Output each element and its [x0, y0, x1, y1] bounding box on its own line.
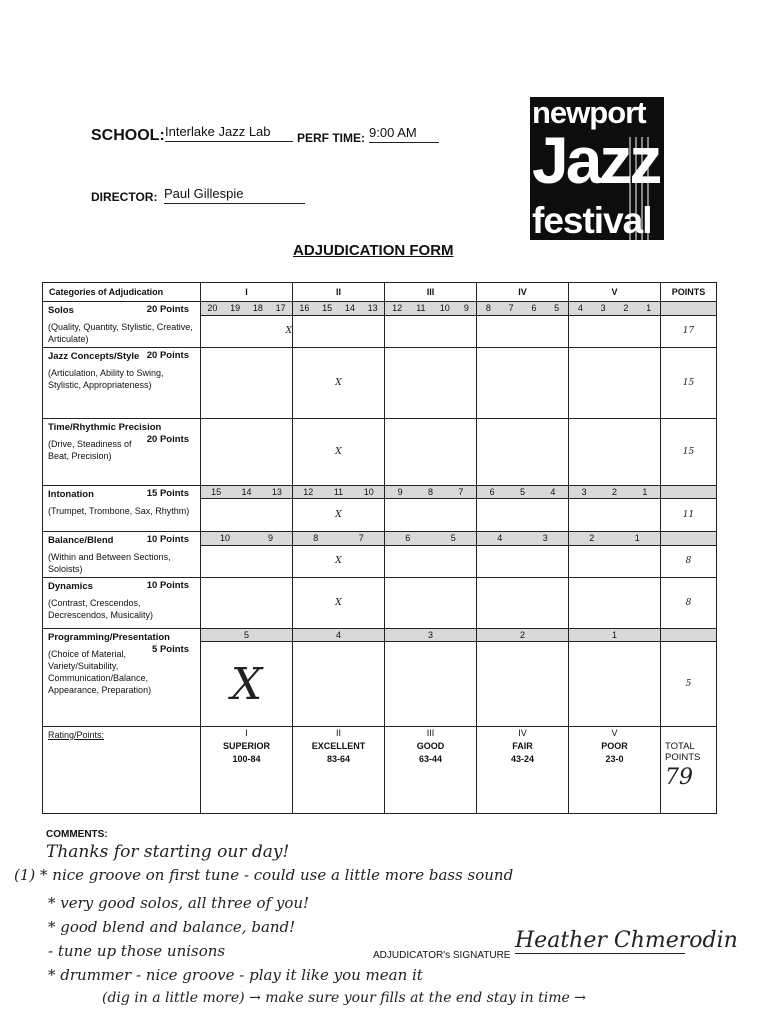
level-header: II: [293, 283, 385, 302]
total-points-value: 79: [665, 765, 693, 790]
adjudication-table: [42, 282, 717, 814]
category-desc: (Quality, Quantity, Stylistic, Creative, Articulate): [48, 322, 193, 344]
mark-cell[interactable]: [385, 419, 477, 486]
scale-cell: [477, 629, 569, 642]
rating-range: 83-64: [326, 754, 351, 764]
total-points-cell: [661, 727, 717, 814]
category-desc: (Within and Between Sections, Soloists): [48, 552, 171, 574]
comment-line: * drummer - nice groove - play it like you mean it: [48, 966, 423, 984]
points-value: 17: [661, 315, 717, 347]
mark-cell[interactable]: [293, 578, 385, 629]
mark-cell[interactable]: [477, 348, 569, 419]
mark-cell[interactable]: [569, 578, 661, 629]
comment-line: Thanks for starting our day!: [46, 842, 290, 862]
category-desc: (Contrast, Crescendos, Decrescendos, Musicality): [48, 598, 154, 620]
x-mark: X: [335, 378, 342, 388]
scale-value: 2: [623, 303, 629, 314]
perf-time-field: 9:00 AM: [369, 125, 439, 143]
category-name: Time/Rhythmic Precision: [48, 422, 162, 433]
scale-cell: [201, 486, 293, 499]
points-value: 8: [661, 545, 717, 577]
total-points-label: TOTAL POINTS: [665, 741, 701, 763]
comment-line: (1) * nice groove on first tune - could use a little more bass sound: [14, 866, 514, 884]
scale-value: 4: [335, 630, 341, 640]
logo-line-2: Jazz: [532, 123, 660, 197]
rating-num: III: [426, 728, 435, 738]
rating-name: FAIR: [512, 741, 533, 751]
x-mark: X: [335, 556, 342, 567]
category-cell: [43, 486, 201, 532]
category-name: Intonation: [48, 489, 94, 500]
rating-name: EXCELLENT: [311, 741, 366, 751]
scale-value: 12: [303, 487, 314, 497]
scale-value: 4: [577, 303, 583, 314]
rating-label-cell: [43, 727, 201, 814]
scale-value: 8: [485, 303, 491, 314]
category-desc: (Articulation, Ability to Swing, Stylistic, Appropriateness): [48, 368, 164, 390]
scale-value: 10: [219, 533, 230, 544]
x-mark: X: [285, 326, 292, 337]
scale-value: 4: [550, 487, 556, 497]
rating-cell: [201, 727, 293, 814]
mark-cell[interactable]: [569, 545, 661, 577]
category-cell: [43, 348, 201, 419]
points-header: POINTS: [661, 283, 717, 302]
mark-cell[interactable]: [293, 545, 385, 577]
scale-value: 11: [333, 487, 344, 497]
scale-value: 7: [508, 303, 514, 314]
scale-value: 11: [416, 303, 426, 314]
level-header: I: [201, 283, 293, 302]
scale-value: 16: [299, 303, 310, 314]
form-title: ADJUDICATION FORM: [293, 242, 454, 259]
scale-value: 20: [207, 303, 218, 314]
rating-num: V: [611, 728, 618, 738]
category-desc: (Trumpet, Trombone, Sax, Rhythm): [48, 506, 190, 516]
scale-cell: [477, 302, 569, 316]
x-mark: X: [335, 510, 342, 520]
adjudicator-signature: Heather Chmerodin: [515, 928, 738, 953]
rating-num: IV: [518, 728, 527, 738]
rating-cell: [569, 727, 661, 814]
rating-name: POOR: [601, 741, 628, 751]
scale-cell: [385, 486, 477, 499]
points-shade-cell: [661, 302, 717, 316]
level-header: IV: [477, 283, 569, 302]
scale-cell: [569, 302, 661, 316]
scale-value: 3: [600, 303, 606, 314]
mark-cell[interactable]: [569, 315, 661, 347]
x-mark: X: [335, 598, 342, 608]
scale-value: 4: [497, 533, 503, 544]
points-value: 15: [661, 419, 717, 486]
category-cell: [43, 532, 201, 578]
scale-cell: [201, 302, 293, 316]
category-max: 10 Points: [146, 580, 189, 591]
mark-cell[interactable]: [201, 578, 293, 629]
rating-range: 100-84: [232, 754, 261, 764]
perf-time-label: PERF TIME:: [297, 131, 365, 145]
scale-cell: [569, 629, 661, 642]
x-mark: X: [230, 658, 263, 710]
scale-value: 9: [463, 303, 469, 314]
level-header: III: [385, 283, 477, 302]
scale-value: 13: [271, 487, 282, 497]
scale-value: 5: [450, 533, 456, 544]
category-name: Solos: [48, 305, 74, 316]
points-value: 15: [661, 348, 717, 419]
category-cell: [43, 419, 201, 486]
mark-cell[interactable]: [477, 545, 569, 577]
scale-value: 17: [275, 303, 286, 314]
scale-value: 15: [322, 303, 333, 314]
points-shade-cell: [661, 486, 717, 499]
mark-cell[interactable]: [201, 499, 293, 532]
scale-value: 3: [427, 630, 433, 640]
mark-cell[interactable]: [293, 642, 385, 727]
school-label: SCHOOL:: [91, 127, 165, 144]
mark-cell[interactable]: [385, 578, 477, 629]
rating-cell: [385, 727, 477, 814]
rating-num: I: [245, 728, 248, 738]
x-mark: X: [335, 447, 342, 457]
category-max: 5 Points: [152, 644, 189, 655]
category-name: Dynamics: [48, 581, 93, 592]
mark-cell[interactable]: [385, 545, 477, 577]
points-shade-cell: [661, 532, 717, 546]
mark-cell[interactable]: [385, 499, 477, 532]
category-header: Categories of Adjudication: [43, 283, 201, 302]
school-field: Interlake Jazz Lab: [165, 124, 293, 142]
mark-cell[interactable]: [201, 545, 293, 577]
scale-value: 8: [427, 487, 433, 497]
rating-cell: [477, 727, 569, 814]
rating-range: 43-24: [510, 754, 535, 764]
scale-value: 19: [230, 303, 241, 314]
scale-value: 5: [243, 630, 249, 640]
comment-line: * good blend and balance, band!: [48, 918, 296, 936]
scale-value: 3: [581, 487, 587, 497]
category-max: 15 Points: [146, 488, 189, 499]
scale-cell: [293, 532, 385, 546]
scale-value: 7: [358, 533, 364, 544]
director-field: Paul Gillespie: [164, 186, 305, 204]
scale-cell: [477, 486, 569, 499]
mark-cell[interactable]: [293, 348, 385, 419]
level-header: V: [569, 283, 661, 302]
category-max: 20 Points: [146, 434, 189, 445]
mark-cell[interactable]: [201, 642, 293, 727]
director-label: DIRECTOR:: [91, 190, 158, 204]
category-max: 20 Points: [146, 304, 189, 315]
category-name: Jazz Concepts/Style: [48, 351, 140, 362]
scale-value: 1: [634, 533, 640, 544]
mark-cell[interactable]: [293, 419, 385, 486]
scale-value: 5: [554, 303, 560, 314]
scale-cell: [385, 302, 477, 316]
festival-logo: [530, 97, 664, 240]
comment-line: (dig in a little more) → make sure your fills at the end stay in time →: [102, 990, 586, 1006]
points-value: 11: [661, 499, 717, 532]
mark-cell[interactable]: [385, 348, 477, 419]
scale-cell: [385, 532, 477, 546]
category-desc: (Drive, Steadiness of Beat, Precision): [48, 439, 132, 461]
category-cell: [43, 302, 201, 348]
signature-label: ADJUDICATOR's SIGNATURE: [373, 950, 511, 961]
scale-cell: [293, 302, 385, 316]
rating-name: SUPERIOR: [222, 741, 270, 751]
scale-value: 6: [531, 303, 537, 314]
points-value: 8: [661, 578, 717, 629]
scale-value: 1: [646, 303, 652, 314]
mark-cell[interactable]: [569, 348, 661, 419]
mark-cell[interactable]: [201, 348, 293, 419]
mark-cell[interactable]: [385, 315, 477, 347]
scale-value: 8: [313, 533, 319, 544]
scale-value: 3: [542, 533, 548, 544]
category-desc: (Choice of Material, Variety/Suitability, Communication/Balance, Appearance, Preparation): [48, 649, 152, 695]
mark-cell[interactable]: [293, 499, 385, 532]
mark-cell[interactable]: [385, 642, 477, 727]
scale-cell: [293, 486, 385, 499]
points-value: 5: [661, 642, 717, 727]
scale-value: 1: [611, 630, 617, 640]
scale-cell: [201, 532, 293, 546]
mark-cell[interactable]: [477, 642, 569, 727]
scale-value: 1: [642, 487, 648, 497]
scale-value: 2: [519, 630, 525, 640]
rating-name: GOOD: [416, 741, 445, 751]
scale-cell: [569, 532, 661, 546]
mark-cell[interactable]: [569, 499, 661, 532]
rating-range: 23-0: [605, 754, 624, 764]
comments-label: COMMENTS:: [46, 829, 108, 840]
scale-value: 2: [611, 487, 617, 497]
category-name: Programming/Presentation: [48, 632, 170, 643]
scale-value: 7: [458, 487, 464, 497]
scale-value: 12: [392, 303, 403, 314]
mark-cell[interactable]: [477, 499, 569, 532]
mark-cell[interactable]: [201, 315, 293, 347]
comment-line: * very good solos, all three of you!: [48, 894, 310, 912]
logo-line-1: newport: [532, 97, 646, 130]
scale-value: 6: [489, 487, 495, 497]
scale-value: 13: [367, 303, 378, 314]
rating-label: Rating/Points:: [48, 730, 105, 740]
scale-value: 18: [252, 303, 263, 314]
scale-value: 14: [241, 487, 252, 497]
category-cell: [43, 578, 201, 629]
comment-line: - tune up those unisons: [48, 942, 226, 960]
mark-cell[interactable]: [293, 315, 385, 347]
scale-cell: [293, 629, 385, 642]
rating-cell: [293, 727, 385, 814]
rating-range: 63-44: [418, 754, 443, 764]
scale-value: 15: [211, 487, 222, 497]
mark-cell[interactable]: [477, 419, 569, 486]
mark-cell[interactable]: [477, 315, 569, 347]
scale-value: 9: [397, 487, 403, 497]
scale-cell: [201, 629, 293, 642]
scale-value: 10: [439, 303, 450, 314]
category-max: 10 Points: [146, 534, 189, 545]
category-name: Balance/Blend: [48, 535, 114, 546]
scale-value: 2: [589, 533, 595, 544]
logo-line-3: festival: [532, 200, 652, 240]
mark-cell[interactable]: [477, 578, 569, 629]
scale-value: 14: [344, 303, 355, 314]
scale-cell: [569, 486, 661, 499]
mark-cell[interactable]: [569, 419, 661, 486]
scale-cell: [385, 629, 477, 642]
points-shade-cell: [661, 629, 717, 642]
scale-value: 6: [405, 533, 411, 544]
mark-cell[interactable]: [201, 419, 293, 486]
scale-value: 9: [267, 533, 273, 544]
scale-cell: [477, 532, 569, 546]
scale-value: 5: [519, 487, 525, 497]
scale-value: 10: [363, 487, 374, 497]
category-max: 20 Points: [146, 350, 189, 361]
mark-cell[interactable]: [569, 642, 661, 727]
category-cell: [43, 629, 201, 727]
rating-num: II: [335, 728, 341, 738]
